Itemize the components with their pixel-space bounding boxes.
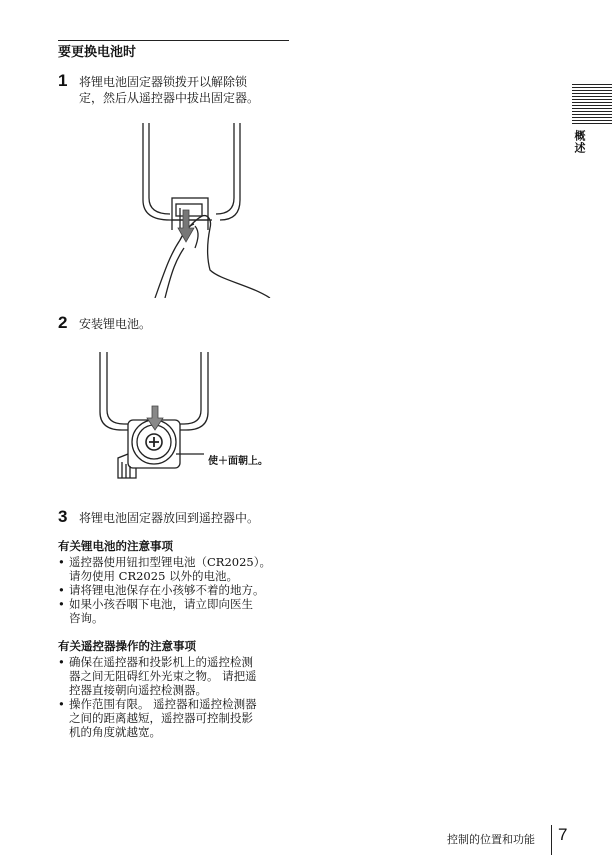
bullet-icon: •: [58, 583, 65, 597]
step-3-line-1: 将锂电池固定器放回到遥控器中。: [79, 511, 260, 525]
step-2-number: 2: [58, 313, 68, 332]
battery-notes-list: [58, 555, 298, 625]
footer-divider: [551, 825, 552, 855]
list-item: • 请将锂电池保存在小孩够不着的地方。: [58, 583, 265, 597]
remote-notes-list: [58, 655, 298, 739]
insert-battery-illustration: [96, 350, 211, 485]
step-3-text: [79, 510, 259, 526]
step-1-line-2: 定，然后从遥控器中拔出固定器。: [79, 91, 260, 105]
bullet-icon: •: [58, 555, 65, 569]
plus-side-up-callout: 使＋面朝上。: [208, 456, 268, 467]
remote-notes-heading: 有关遥控器操作的注意事项: [58, 639, 196, 653]
step-1-line-1: 将锂电池固定器锁拨开以解除锁: [79, 75, 248, 89]
bullet-icon: •: [58, 655, 65, 669]
battery-notes-heading: 有关锂电池的注意事项: [58, 539, 173, 553]
footer-section-name: 控制的位置和功能: [447, 833, 535, 846]
section-title: 要更换电池时: [58, 45, 137, 60]
list-item: • 遥控器使用钮扣型锂电池（CR2025）。 请勿使用 CR2025 以外的电池。: [58, 555, 271, 583]
list-item: • 如果小孩吞咽下电池，请立即向医生 咨询。: [58, 597, 253, 625]
step-2-line-1: 安装锂电池。: [79, 317, 152, 331]
step-1-text: [79, 74, 259, 106]
list-item: • 确保在遥控器和投影机上的遥控检测 器之间无阻碍红外光束之物。 请把遥 控器直接朝向遥控检测器。: [58, 655, 257, 697]
step-3-number: 3: [58, 507, 68, 526]
step-1-number: 1: [58, 71, 68, 90]
step-2-text: [79, 316, 151, 332]
page-number: 7: [558, 825, 568, 844]
bullet-icon: •: [58, 597, 65, 611]
remove-holder-illustration: [140, 120, 280, 298]
bullet-icon: •: [58, 697, 65, 711]
list-item: • 操作范围有限。 遥控器和遥控检测器 之间的距离越短，遥控器可控制投影 机的角度就越宽。: [58, 697, 257, 739]
side-tab-lines: [572, 84, 612, 126]
side-tab-label: 概述: [573, 130, 586, 154]
